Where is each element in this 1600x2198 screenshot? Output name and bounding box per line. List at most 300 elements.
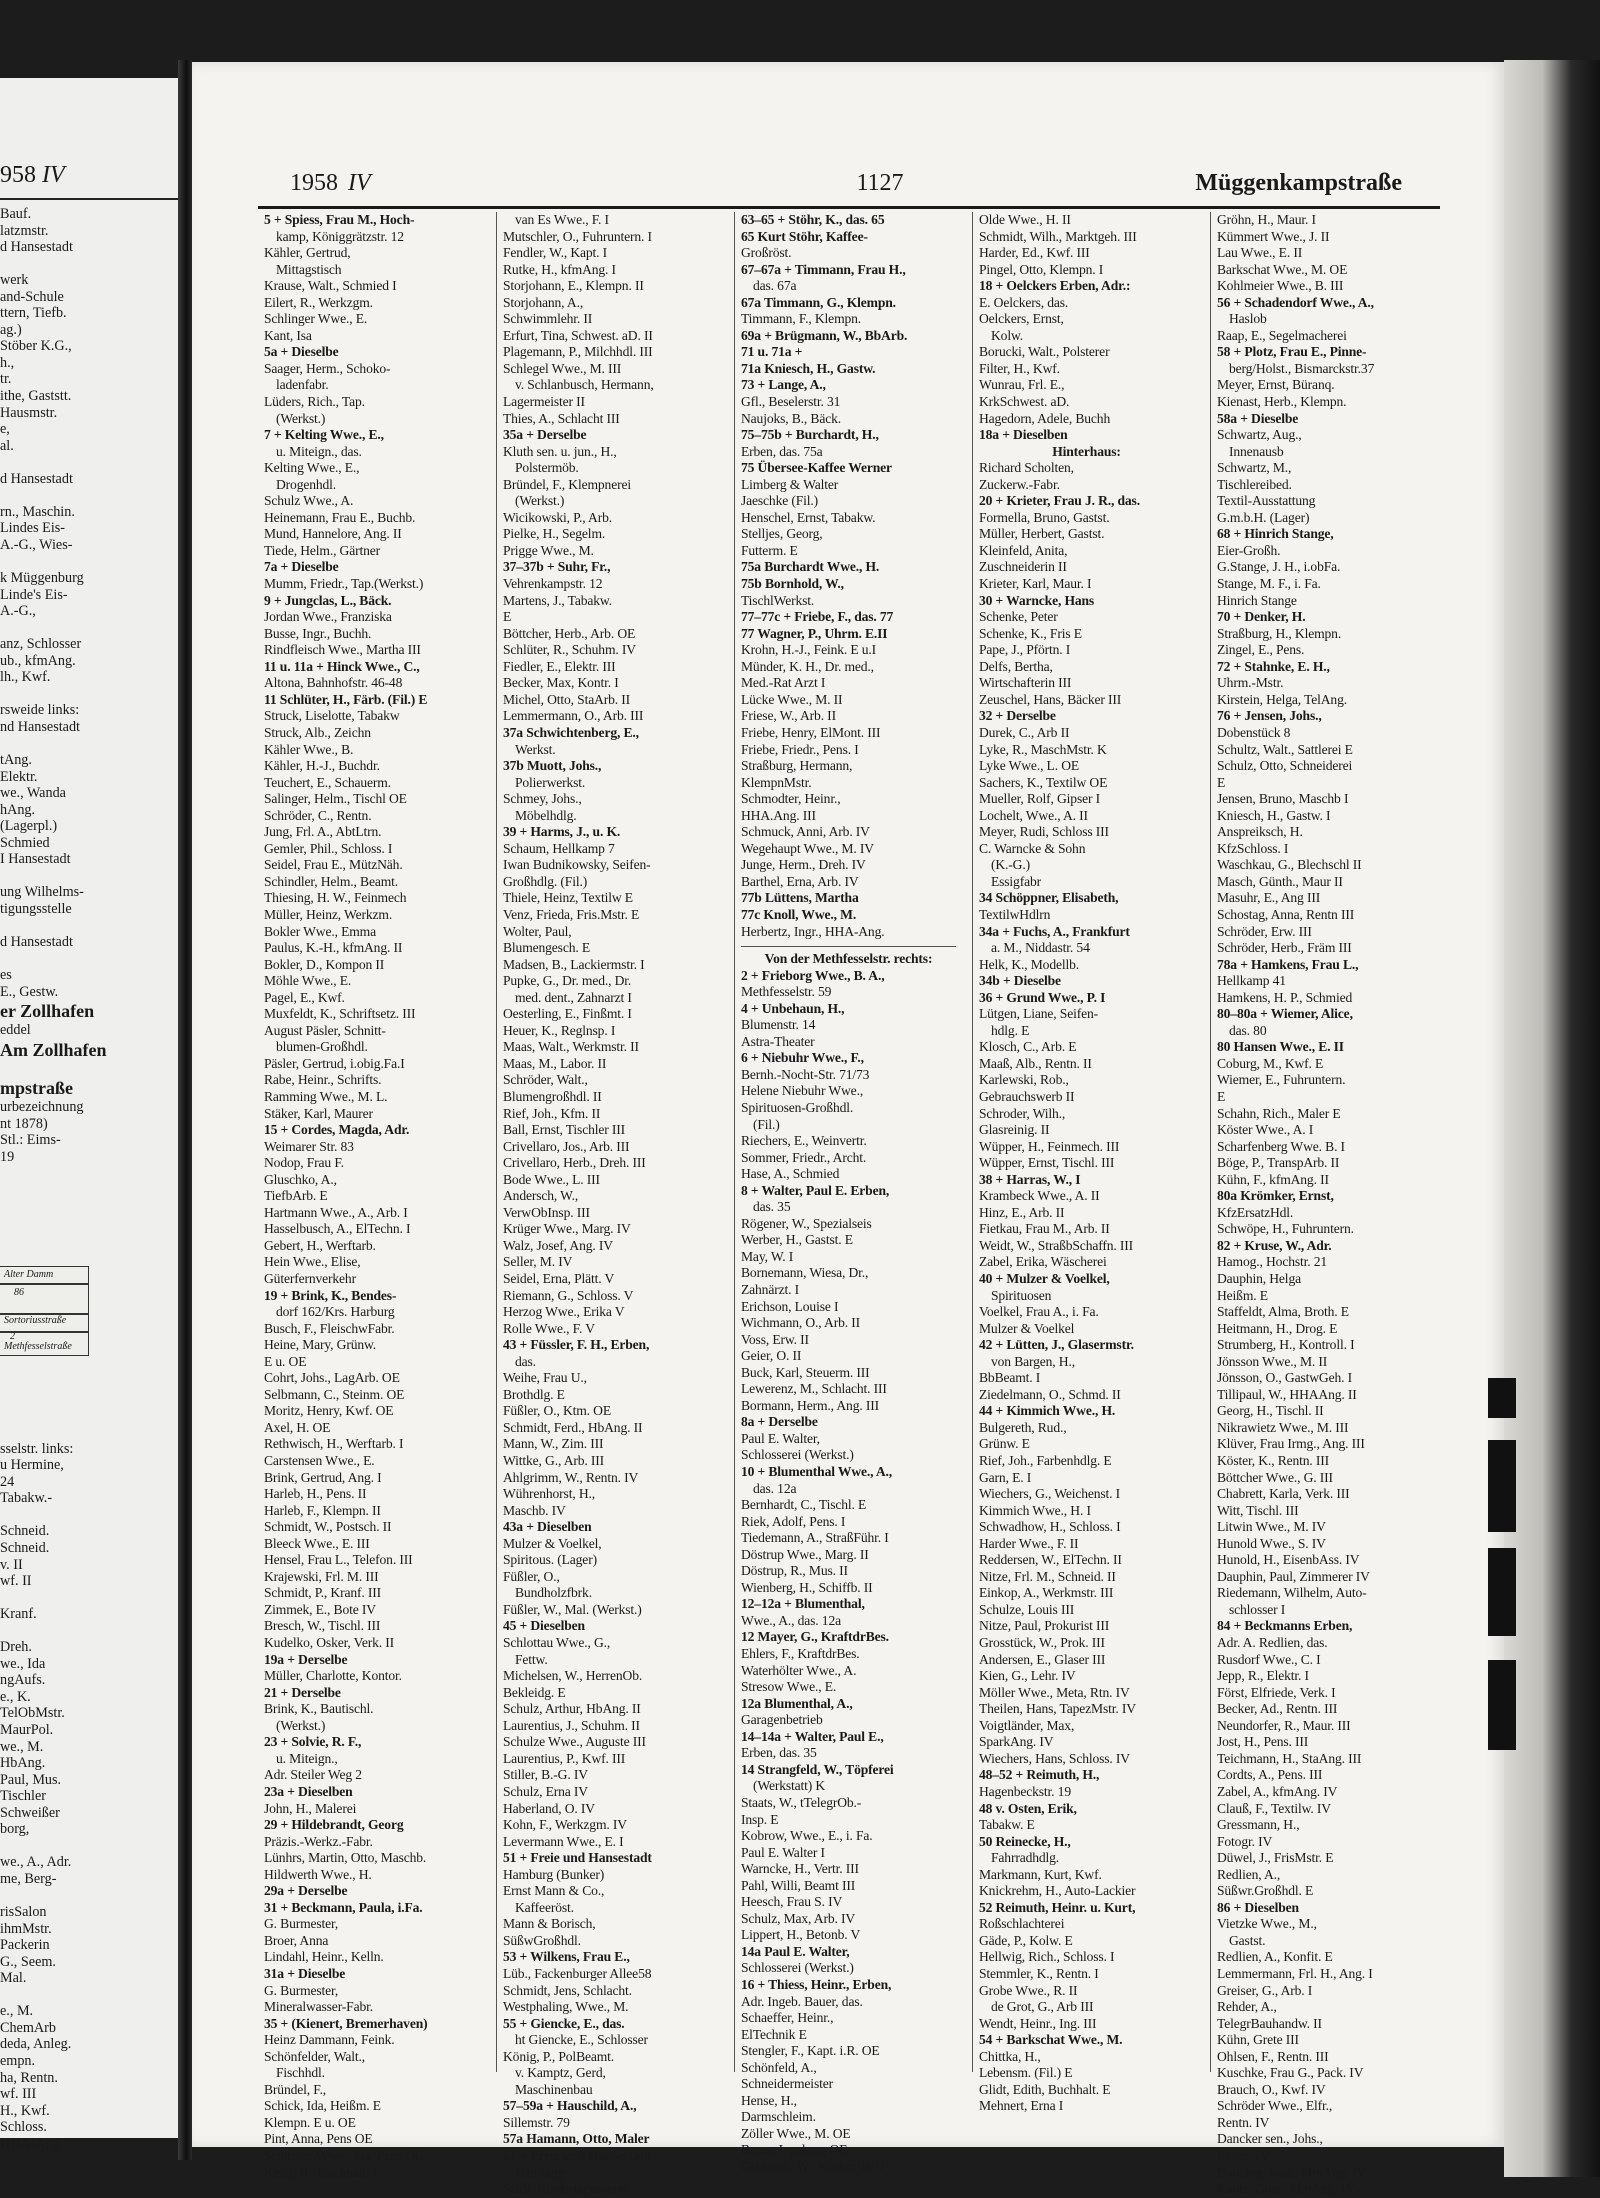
directory-entry: 55 + Giencke, E., das.	[503, 2015, 625, 2031]
directory-entry: Cohrt, Johs., LagArb. OE	[264, 1370, 400, 1386]
directory-entry: Krause, Walt., Schmied I	[264, 278, 397, 294]
directory-entry: Lau Wwe., E. II	[1217, 245, 1303, 261]
directory-entry: Coburg, M., Kwf. E	[1217, 1055, 1324, 1071]
directory-entry: Harleb, H., Pens. II	[264, 1486, 367, 1502]
directory-entry: Storjohann, A.,	[503, 294, 584, 310]
directory-entry: Timmann, F., Klempn.	[741, 311, 862, 327]
directory-entry: Schmidt, Jens, Schlacht.	[503, 1982, 632, 1998]
directory-entry: Böttcher, Herb., Arb. OE	[503, 625, 636, 641]
directory-entry: Glidt, Edith, Buchhalt. E	[979, 2081, 1111, 2097]
left-page-line: (Lagerpl.)	[0, 818, 58, 835]
directory-entry: Theilen, Hans, TapezMstr. IV	[979, 1701, 1136, 1717]
directory-entry: Naujoks, B., Bäck.	[741, 410, 841, 426]
directory-entry: Hinz, E., Arb. II	[979, 1204, 1065, 1220]
directory-entry: 2 + Frieborg Wwe., B. A.,	[741, 967, 885, 983]
directory-entry: Schroder, Wilh.,	[979, 1105, 1066, 1121]
directory-entry: Hagedorn, Adele, Buchh	[979, 410, 1111, 426]
directory-entry: Rabe, Heinr., Schrifts.	[264, 1072, 382, 1088]
directory-entry: (Werkst.)	[276, 1717, 326, 1733]
directory-entry: Klempn. E u. OE	[264, 2114, 356, 2130]
directory-entry: Zuschneiderin II	[979, 559, 1067, 575]
directory-entry: Rief, Joh., Farbenhdlg. E	[979, 1453, 1112, 1469]
directory-entry: Crivellaro, Herb., Dreh. III	[503, 1155, 646, 1171]
directory-entry: 9 + Jungclas, L., Bäck.	[264, 592, 392, 608]
directory-entry: med. dent., Zahnarzt I	[515, 989, 632, 1005]
directory-entry: Kleinfeld, Anita,	[979, 542, 1068, 558]
directory-entry: Kirstein, Helga, TelAng.	[1217, 691, 1347, 707]
directory-entry: Hamburg (Bunker)	[503, 1866, 605, 1882]
directory-entry: Walz, Josef, Ang. IV	[503, 1237, 613, 1253]
directory-entry: Busse, Ingr., Buchh.	[264, 625, 372, 641]
directory-entry: Hense, H.,	[741, 2092, 797, 2108]
left-page-line: me, Berg-	[0, 1870, 57, 1887]
directory-entry: 15 + Cordes, Magda, Adr.	[264, 1122, 410, 1138]
street-map-inset	[0, 1266, 89, 1356]
directory-entry: Raap, E., Segelmacherei	[1217, 327, 1347, 343]
directory-entry: 7 + Kelting Wwe., E.,	[264, 427, 384, 443]
directory-entry: Mumm, Friedr., Tap.(Werkst.)	[264, 576, 424, 592]
map-label: 2	[10, 1331, 15, 1342]
directory-entry: 37–37b + Suhr, Fr.,	[503, 559, 611, 575]
directory-entry: 48–52 + Reimuth, H.,	[979, 1767, 1100, 1783]
directory-entry: 11 Schlüter, H., Färb. (Fil.) E	[264, 691, 428, 707]
directory-entry: u. Miteign., das.	[276, 443, 362, 459]
directory-entry: Zeuschel, Hans, Bäcker III	[979, 691, 1122, 707]
directory-entry: Zabel, A., kfmAng. IV	[1217, 1783, 1338, 1799]
directory-entry: 44 + Kimmich Wwe., H.	[979, 1403, 1116, 1419]
directory-entry: 72 + Stahnke, E. H.,	[1217, 658, 1330, 674]
page-number: 1127	[856, 170, 904, 196]
directory-entry: Harleb, F., Klempn. II	[264, 1502, 381, 1518]
directory-entry: C. Warncke & Sohn	[979, 840, 1086, 856]
left-page-line: Am Zollhafen	[0, 1039, 107, 1060]
left-page-line: nt 1878)	[0, 1115, 48, 1132]
directory-entry: Hinrich Stange	[1217, 592, 1297, 608]
directory-entry: Bundholzfbrk.	[515, 1585, 592, 1601]
directory-entry: Bornemann, Wiesa, Dr.,	[741, 1265, 869, 1281]
directory-entry: Päsler, Gertrud, i.obig.Fa.I	[264, 1055, 405, 1071]
directory-entry: Bokler Wwe., Emma	[264, 923, 376, 939]
directory-entry: Kien, G., Lehr. IV	[979, 1668, 1076, 1684]
directory-entry: Krajewski, Frl. M. III	[264, 1568, 379, 1584]
directory-entry: VerwObInsp. III	[503, 1204, 590, 1220]
directory-entry: Oesterling, E., Finßmt. I	[503, 1006, 632, 1022]
left-page-line: ub., kfmAng.	[0, 652, 76, 669]
directory-entry: 29 + Hildebrandt, Georg	[264, 1817, 404, 1833]
directory-entry: Erben, das. 75a	[741, 443, 823, 459]
directory-entry: Schneidermeister	[741, 2076, 833, 2092]
directory-entry: Witt, Tischl. III	[1217, 1502, 1299, 1518]
left-page-line	[0, 553, 178, 570]
directory-entry: 8a + Derselbe	[741, 1414, 818, 1430]
directory-entry: Lyke, R., MaschMstr. K	[979, 741, 1107, 757]
directory-entry: Zingel, E., Pens.	[1217, 642, 1305, 658]
directory-entry: Lyke Wwe., L. OE	[979, 758, 1080, 774]
directory-entry: KfzSchloss. I	[1217, 840, 1289, 856]
directory-entry: blumen-Großhdl.	[276, 1039, 368, 1055]
left-page-line: Lindes Eis-	[0, 520, 66, 537]
directory-entry: Brothdlg. E	[503, 1386, 565, 1402]
directory-entry: Buck, Karl, Steuerm. III	[741, 1364, 870, 1380]
directory-entry: 14–14a + Walter, Paul E.,	[741, 1728, 884, 1744]
directory-entry: Städt. Kindertagesheim	[503, 2181, 628, 2197]
left-page-line	[0, 1838, 178, 1855]
directory-entry: Lücke Wwe., M. II	[741, 691, 843, 707]
directory-entry: Astra-Theater	[741, 1033, 815, 1049]
directory-entry: Münder, K. H., Dr. med.,	[741, 658, 874, 674]
directory-entry: Heinemann, Frau E., Buchb.	[264, 509, 416, 525]
left-page-line: ung Wilhelms-	[0, 884, 84, 901]
directory-entry: Schönfeld, A.,	[741, 2059, 817, 2075]
directory-entry: Andersen, E., Glaser III	[979, 1651, 1106, 1667]
directory-entry: 34b + Dieselbe	[979, 973, 1061, 989]
directory-entry: Gluschko, A.,	[264, 1171, 337, 1187]
directory-entry: Greiser, G., Arb. I	[1217, 1982, 1313, 1998]
left-page-line: Schmied	[0, 834, 50, 851]
directory-entry: 34 Schöppner, Elisabeth,	[979, 890, 1119, 906]
left-page-line: werk	[0, 272, 29, 289]
left-page-line: al.	[0, 437, 14, 454]
left-page-line: mpstraße	[0, 1078, 73, 1099]
directory-entry: Mehnert, Erna I	[979, 2098, 1064, 2114]
directory-entry: Vehrenkampstr. 12	[503, 576, 603, 592]
directory-entry: Busch, F., FleischwFabr.	[264, 1320, 395, 1336]
directory-entry: Wirtschafterin III	[979, 675, 1072, 691]
directory-entry: Rutke, H., kfmAng. I	[503, 261, 616, 277]
left-page-line: ngAufs.	[0, 1672, 46, 1689]
directory-entry: Schröder, Walt.,	[503, 1072, 588, 1088]
directory-entry: Kaffeeröst.	[515, 1899, 574, 1915]
directory-entry: Kimmich Wwe., H. I	[979, 1502, 1091, 1518]
directory-entry: Waschkau, G., Blechschl II	[1217, 857, 1362, 873]
directory-entry: Nikrawietz Wwe., M. III	[1217, 1419, 1349, 1435]
left-page-line	[0, 1987, 178, 2004]
directory-entry: Först, Elfriede, Verk. I	[1217, 1684, 1336, 1700]
directory-entry: Borucki, Walt., Polsterer	[979, 344, 1110, 360]
directory-entry: Schwimmlehr. II	[503, 311, 593, 327]
left-page-line: ChemArb	[0, 2019, 56, 2036]
left-page-line	[0, 868, 178, 885]
left-page-line: A.-G.,	[0, 603, 36, 620]
left-page-line	[0, 918, 178, 935]
directory-entry: Chittka, H.,	[979, 2048, 1041, 2064]
left-page-line: Schneid.	[0, 1540, 50, 1557]
directory-entry: KrkSchwest. aD.	[979, 394, 1070, 410]
directory-entry: Junge, Herm., Dreh. IV	[741, 857, 866, 873]
directory-entry: 21 + Derselbe	[264, 1684, 341, 1700]
directory-entry: Harder Wwe., F. II	[979, 1535, 1079, 1551]
directory-entry: Schmidt, P., Kranf. III	[264, 1585, 381, 1601]
directory-entry: 31a + Dieselbe	[264, 1965, 346, 1981]
left-page-line	[0, 686, 178, 703]
directory-entry: Gemler, Phil., Schloss. I	[264, 840, 393, 856]
left-page-line	[0, 620, 178, 637]
directory-entry: Bormann, Herm., Ang. III	[741, 1397, 879, 1413]
directory-entry: Paul E. Walter I	[741, 1844, 825, 1860]
directory-entry: Kühn, F., kfmAng. II	[1217, 1171, 1329, 1187]
directory-entry: Eier-Großh.	[1217, 542, 1281, 558]
directory-entry: Rentn. IV	[1217, 2147, 1270, 2163]
directory-entry: 86 + Dieselben	[1217, 1899, 1299, 1915]
left-page-line: eddel	[0, 1022, 31, 1039]
directory-entry: ht Giencke, E., Schlosser	[515, 2032, 648, 2048]
left-page-line: h.,	[0, 354, 15, 371]
directory-entry: Harder, Ed., Kwf. III	[979, 245, 1090, 261]
directory-entry: Rentn. IV	[1217, 2114, 1270, 2130]
directory-column-4	[972, 212, 1197, 2114]
directory-entry: Jensen, Bruno, Maschb I	[1217, 791, 1349, 807]
directory-entry: 48 v. Osten, Erik,	[979, 1800, 1077, 1816]
directory-entry: 68 + Hinrich Stange,	[1217, 526, 1334, 542]
left-page-line: Tabakw.-	[0, 1490, 53, 1507]
directory-entry: Stiller, B.-G. IV	[503, 1767, 588, 1783]
directory-entry: Rindfleisch Wwe., Martha III	[264, 642, 421, 658]
directory-entry: Möller Wwe., Meta, Rtn. IV	[979, 1684, 1130, 1700]
directory-entry: Zuckerw.-Fabr.	[979, 476, 1060, 492]
directory-entry: Kobrow, Wwe., E., i. Fa.	[741, 1828, 873, 1844]
directory-entry: Lochelt, Wwe., A. II	[979, 807, 1088, 823]
directory-entry: Cordts, A., Pens. III	[1217, 1767, 1323, 1783]
directory-entry: Straßburg, H., Klempn.	[1217, 625, 1342, 641]
left-page-line: E., Gestw.	[0, 983, 59, 1000]
directory-entry: Litwin Wwe., M. IV	[1217, 1519, 1326, 1535]
directory-entry: Tiedemann, A., StraßFühr. I	[741, 1530, 889, 1546]
directory-entry: Stelljes, Georg,	[741, 526, 823, 542]
directory-entry: Stange, M. F., i. Fa.	[1217, 576, 1321, 592]
directory-entry: Strumberg, H., Kontroll. I	[1217, 1337, 1355, 1353]
directory-entry: 73 + Lange, A.,	[741, 377, 826, 393]
directory-entry: Stengler, F., Kapt. i.R. OE	[741, 2043, 880, 2059]
directory-entry: Henschel, Ernst, Tabakw.	[741, 509, 876, 525]
directory-entry: 34a + Fuchs, A., Frankfurt	[979, 923, 1130, 939]
directory-entry: 4 + Unbehaun, H.,	[741, 1000, 845, 1016]
directory-entry: Kohlmeier Wwe., B. III	[1217, 278, 1344, 294]
directory-entry: Meyer, Rudi, Schloss III	[979, 824, 1109, 840]
directory-entry: Stäker, Karl, Maurer	[264, 1105, 373, 1121]
left-page-line: v. II	[0, 1556, 23, 1573]
left-page-line: Tischler	[0, 1788, 46, 1805]
directory-entry: Hagenbeckstr. 19	[979, 1783, 1071, 1799]
directory-entry: Schlosserei (Werkst.)	[741, 1960, 854, 1976]
left-page-line	[0, 1623, 178, 1640]
directory-entry: Zöller Wwe., M. OE	[741, 2125, 851, 2141]
directory-entry: G.m.b.H. (Lager)	[1217, 509, 1310, 525]
left-page-line: Kranf.	[0, 1606, 37, 1623]
directory-entry: Mueller, Rolf, Gipser I	[979, 791, 1100, 807]
directory-entry: Friese, W., Arb. II	[741, 708, 836, 724]
directory-entry: Voss, Erw. II	[741, 1331, 809, 1347]
directory-entry: Wiemer, E., Fuhruntern.	[1217, 1072, 1346, 1088]
directory-entry: Lemmermann, O., Arb. III	[503, 708, 644, 724]
left-page-line: e,	[0, 421, 10, 438]
directory-entry: 77–77c + Friebe, F., das. 77	[741, 609, 894, 625]
directory-entry: Jordan Wwe., Franziska	[264, 609, 392, 625]
directory-entry: Jaeschke (Fil.)	[741, 493, 819, 509]
directory-entry: 67a Timmann, G., Klempn.	[741, 294, 896, 310]
directory-entry: Schwartz, Aug.,	[1217, 427, 1302, 443]
directory-entry: Seidel, Frau E., MützNäh.	[264, 857, 403, 873]
directory-entry: Prigge Wwe., M.	[503, 542, 594, 558]
directory-entry: 12a Blumenthal, A.,	[741, 1695, 853, 1711]
directory-entry: Bekleidg. E	[503, 1684, 566, 1700]
directory-entry: Voigtländer, Max,	[979, 1717, 1075, 1733]
left-page-line: ag.)	[0, 321, 22, 338]
left-page-line: H., Kwf.	[0, 2102, 50, 2119]
directory-entry: 82 + Kruse, W., Adr.	[1217, 1237, 1332, 1253]
directory-entry: Redlien, A., Konfit. E	[1217, 1949, 1333, 1965]
left-page-list-lower	[0, 1358, 178, 2152]
directory-entry: Garn, E. I	[979, 1469, 1032, 1485]
directory-entry: Struck, Liselotte, Tabakw	[264, 708, 400, 724]
directory-entry: Wührenhorst, H.,	[503, 1486, 595, 1502]
left-page-line: Hausmstr.	[0, 404, 58, 421]
directory-entry: Rethwisch, H., Werftarb. I	[264, 1436, 404, 1452]
directory-entry: Axel, H. OE	[264, 1419, 331, 1435]
directory-entry: Hartmann Wwe., A., Arb. I	[264, 1204, 408, 1220]
directory-entry: Maschinenbau	[515, 2081, 593, 2097]
directory-entry: Darmschleim.	[741, 2109, 816, 2125]
directory-entry: Futterm. E	[741, 542, 798, 558]
directory-entry: Kühn, Grete III	[1217, 2032, 1299, 2048]
directory-entry: Dancker sen., Johs.,	[1217, 2131, 1323, 2147]
directory-entry: Hasselbusch, A., ElTechn. I	[264, 1221, 411, 1237]
directory-entry: Blumengroßhdl. II	[503, 1088, 602, 1104]
directory-entry: Maas, M., Labor. II	[503, 1055, 607, 1071]
directory-entry: Herbertz, Ingr., HHA-Ang.	[741, 923, 885, 939]
directory-entry: Kant, Isa	[264, 327, 312, 343]
left-page-line	[0, 1888, 178, 1905]
directory-entry: Schröder, Herb., Främ III	[1217, 940, 1352, 956]
directory-entry: Mulzer & Voelkel,	[503, 1535, 602, 1551]
directory-entry: Döstrup, R., Mus. II	[741, 1563, 848, 1579]
directory-entry: Mann, W., Zim. III	[503, 1436, 604, 1452]
left-page-line: Bauf.	[0, 206, 32, 222]
directory-entry: Brink, Gertrud, Ang. I	[264, 1469, 382, 1485]
left-page-line: TelObMstr.	[0, 1705, 65, 1722]
directory-entry: Wittke, G., Arb. III	[503, 1453, 605, 1469]
directory-entry: Thiele, Heinz, Textilw E	[503, 890, 633, 906]
directory-entry: Eilert, R., Werkzgm.	[264, 294, 373, 310]
left-page-line: e., M.	[0, 2003, 34, 2020]
directory-entry: Garagenbetrieb	[741, 1712, 823, 1728]
directory-entry: Martens, J., Tabakw.	[503, 592, 612, 608]
directory-entry: Werber, H., Gastst. E	[741, 1232, 853, 1248]
directory-entry: G. Burmester,	[264, 1982, 339, 1998]
directory-entry: Lüb., Fackenburger Allee58	[503, 1965, 652, 1981]
directory-entry: Wwe., A., das. 12a	[741, 1612, 841, 1628]
directory-entry: Nodop, Frau F.	[264, 1155, 344, 1171]
directory-entry: Mulzer & Voelkel	[979, 1320, 1075, 1336]
left-page-line: Packerin	[0, 1937, 50, 1954]
directory-column-5	[1210, 212, 1441, 2197]
left-page-line: nd Hansestadt	[0, 718, 80, 735]
page-edge	[1504, 60, 1600, 2177]
left-page-line: d Hansestadt	[0, 934, 73, 951]
left-page-line	[0, 487, 178, 504]
directory-entry: Schaum, Hellkamp 7	[503, 840, 615, 856]
directory-entry: Fietkau, Frau M., Arb. II	[979, 1221, 1110, 1237]
directory-entry: Schulz Wwe., A.	[264, 493, 354, 509]
directory-entry: 69a + Brügmann, W., BbArb.	[741, 327, 908, 343]
directory-entry: 80 Hansen Wwe., E. II	[1217, 1039, 1344, 1055]
directory-entry: Schmidt, Wilh., Marktgeh. III	[979, 228, 1137, 244]
directory-entry: Düwel, J., FrisMstr. E	[1217, 1850, 1334, 1866]
directory-entry: TiefbArb. E	[264, 1188, 328, 1204]
directory-entry: Heuer, K., Reglnsp. I	[503, 1022, 616, 1038]
left-page-line: HHA-Ang.	[0, 2135, 64, 2152]
directory-entry: 53 + Wilkens, Frau E.,	[503, 1949, 630, 1965]
directory-entry: Grosstück, W., Prok. III	[979, 1635, 1105, 1651]
directory-entry: Karlewski, Rob.,	[979, 1072, 1069, 1088]
directory-entry: Rögener, W., Spezialseis	[741, 1215, 872, 1231]
directory-entry: Muxfeldt, K., Schriftsetz. III	[264, 1006, 416, 1022]
directory-entry: Zabel, Erika, Wäscherei	[979, 1254, 1107, 1270]
directory-entry: Schultz, Walt., Sattlerei E	[1217, 741, 1353, 757]
directory-entry: 29a + Derselbe	[264, 1883, 348, 1899]
directory-entry: ElTechnik E	[741, 2026, 807, 2042]
directory-entry: Tiede, Helm., Gärtner	[264, 542, 381, 558]
directory-entry: Schenke, Peter	[979, 609, 1058, 625]
directory-entry: Schulze Wwe., Auguste III	[503, 1734, 646, 1750]
directory-entry: Delfs, Bertha,	[979, 658, 1053, 674]
directory-entry: Venz, Frieda, Fris.Mstr. E	[503, 906, 640, 922]
directory-entry: 65 Kurt Stöhr, Kaffee-	[741, 228, 868, 244]
directory-entry: König, P., PolBeamt.	[503, 2048, 615, 2064]
directory-entry: Fischhdl.	[276, 2065, 325, 2081]
directory-entry: Kudelko, Osker, Verk. II	[264, 1635, 395, 1651]
directory-entry: G.Stange, J. H., i.obFa.	[1217, 559, 1341, 575]
directory-entry: 23 + Solvie, R. F.,	[264, 1734, 362, 1750]
directory-entry: Kluth sen. u. jun., H.,	[503, 443, 617, 459]
directory-entry: Pahl, Willi, Beamt III	[741, 1877, 856, 1893]
directory-entry: Dauphin, Paul, Zimmerer IV	[1217, 1568, 1370, 1584]
directory-entry: Gastst.	[1229, 1932, 1266, 1948]
directory-entry: Olde Wwe., H. II	[979, 212, 1071, 227]
directory-entry: (Werkstatt) K	[753, 1778, 826, 1794]
directory-entry: Bokler, D., Kompon II	[264, 956, 385, 972]
left-page-line: empn.	[0, 2052, 36, 2069]
left-page-line: Stl.: Eims-	[0, 1132, 61, 1149]
directory-entry: Grünw. E	[979, 1436, 1030, 1452]
directory-entry: Staats, W., tTelegrOb.-	[741, 1794, 862, 1810]
left-page-line: ha, Rentn.	[0, 2069, 58, 2086]
directory-entry: Füßler, O.,	[503, 1568, 560, 1584]
left-page-line: Dreh.	[0, 1639, 32, 1656]
directory-column-3	[734, 212, 959, 2174]
directory-entry: Müller, Herbert, Gastst.	[979, 526, 1105, 542]
directory-entry: 77b Lüttens, Martha	[741, 890, 859, 906]
directory-entry: Pupke, G., Dr. med., Dr.	[503, 973, 632, 989]
directory-entry: Warncke, H., Vertr. III	[741, 1861, 859, 1877]
directory-entry: Meyer, Ernst, Büranq.	[1217, 377, 1335, 393]
directory-entry: BbBeamt. I	[979, 1370, 1041, 1386]
directory-entry: Waterhölter Wwe., A.	[741, 1662, 857, 1678]
directory-entry: TextilwHdlrn	[979, 906, 1051, 922]
directory-entry: Broer, Anna	[264, 1932, 329, 1948]
directory-entry: Textil-Ausstattung	[1217, 493, 1316, 509]
left-page-line: Linde's Eis-	[0, 586, 68, 603]
directory-column-2	[496, 212, 721, 2197]
directory-entry: Schahn, Rich., Maler E	[1217, 1105, 1341, 1121]
directory-entry: Schröder, Erw. III	[1217, 923, 1312, 939]
directory-entry: de Grot, G., Arb III	[991, 1999, 1094, 2015]
left-page-line: G., Seem.	[0, 1953, 56, 1970]
directory-entry: 57–59a + Hauschild, A.,	[503, 2098, 637, 2114]
directory-column-1	[258, 212, 482, 2180]
directory-entry: 18 + Oelckers Erben, Adr.:	[979, 278, 1131, 294]
directory-entry: Hensel, Frau L., Telefon. III	[264, 1552, 413, 1568]
directory-entry: Filter, H., Kwf.	[979, 360, 1060, 376]
